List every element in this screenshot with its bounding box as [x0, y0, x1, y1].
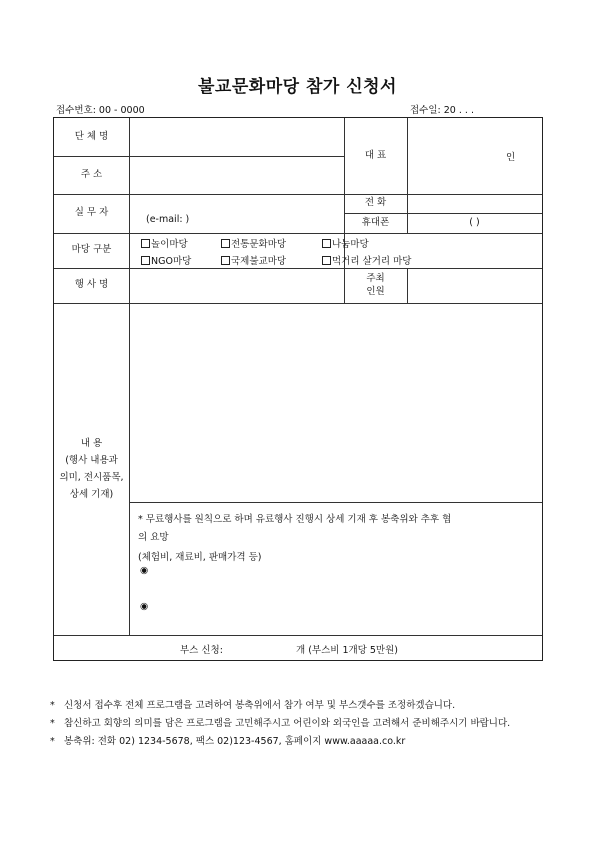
- footnote: * 참신하고 회향의 의미를 담은 프로그램을 고민해주시고 어린이와 외국인을 고려해서 준비해주시기 바랍니다.: [50, 718, 511, 729]
- bullet-1: ◉: [140, 565, 149, 576]
- checkbox[interactable]: [141, 256, 150, 265]
- contact-person-label: 실 무 자: [74, 207, 109, 219]
- phone-label: 전 화: [364, 197, 387, 209]
- category-option-food-market[interactable]: 먹거리 살거리 마당: [322, 253, 411, 267]
- checkbox[interactable]: [221, 239, 230, 248]
- footnote: * 신청서 접수후 전체 프로그램을 고려하여 봉축위에서 참가 여부 및 부스갯수를 조정하겠습니다.: [50, 700, 456, 711]
- category-option-sharing[interactable]: 나눔마당: [322, 236, 369, 250]
- mobile-label: 휴대폰: [361, 216, 390, 228]
- host-headcount-field[interactable]: [407, 268, 542, 303]
- booth-application-label: 부스 신청:: [180, 645, 223, 656]
- content-field[interactable]: [129, 303, 542, 502]
- footnote: * 봉축위: 전화 02) 1234-5678, 팩스 02)123-4567, 홈페이지 www.aaaaa.co.kr: [50, 736, 406, 747]
- checkbox[interactable]: [322, 239, 331, 248]
- bullet-2: ◉: [140, 601, 149, 612]
- booth-unit-text: 개 (부스비 1개당 5만원): [296, 645, 398, 656]
- form-title: 불교문화마당 참가 신청서: [198, 77, 397, 97]
- mobile-field[interactable]: ( ): [469, 216, 480, 228]
- host-headcount-label: 주최 인원: [366, 272, 385, 297]
- category-option-tradition[interactable]: 전통문화마당: [221, 236, 286, 250]
- checkbox[interactable]: [221, 256, 230, 265]
- representative-label: 대 표: [364, 149, 387, 161]
- category-option-ngo[interactable]: NGO마당: [141, 253, 191, 267]
- category-option-international[interactable]: 국제불교마당: [221, 253, 286, 267]
- email-field[interactable]: (e-mail: ): [146, 214, 190, 225]
- footnotes: [50, 697, 555, 751]
- receipt-number: 접수번호: 00 - 0000: [56, 105, 145, 116]
- checkbox[interactable]: [141, 239, 150, 248]
- category-option-play[interactable]: 놀이마당: [141, 236, 188, 250]
- seal-mark: 인: [506, 152, 516, 163]
- address-field[interactable]: [129, 156, 344, 194]
- representative-field[interactable]: [407, 118, 542, 194]
- application-form: [53, 117, 543, 661]
- content-label: 내 용 (행사 내용과 의미, 전시품목, 상세 기재): [59, 438, 124, 500]
- phone-field[interactable]: [407, 194, 542, 213]
- org-name-label: 단 체 명: [74, 130, 109, 142]
- event-name-field[interactable]: [129, 268, 344, 303]
- address-label: 주 소: [80, 168, 103, 180]
- org-name-field[interactable]: [129, 118, 344, 156]
- fee-note-line2: 의 요망: [138, 532, 169, 543]
- fee-note-line1: * 무료행사를 원칙으로 하며 유료행사 진행시 상세 기재 후 봉축위와 추후 협: [138, 514, 452, 525]
- fee-examples: (체험비, 재료비, 판매가격 등): [138, 552, 262, 563]
- event-name-label: 행 사 명: [74, 279, 109, 291]
- receipt-date: 접수일: 20 . . .: [410, 105, 474, 116]
- checkbox[interactable]: [322, 256, 331, 265]
- category-label: 마당 구분: [71, 244, 112, 256]
